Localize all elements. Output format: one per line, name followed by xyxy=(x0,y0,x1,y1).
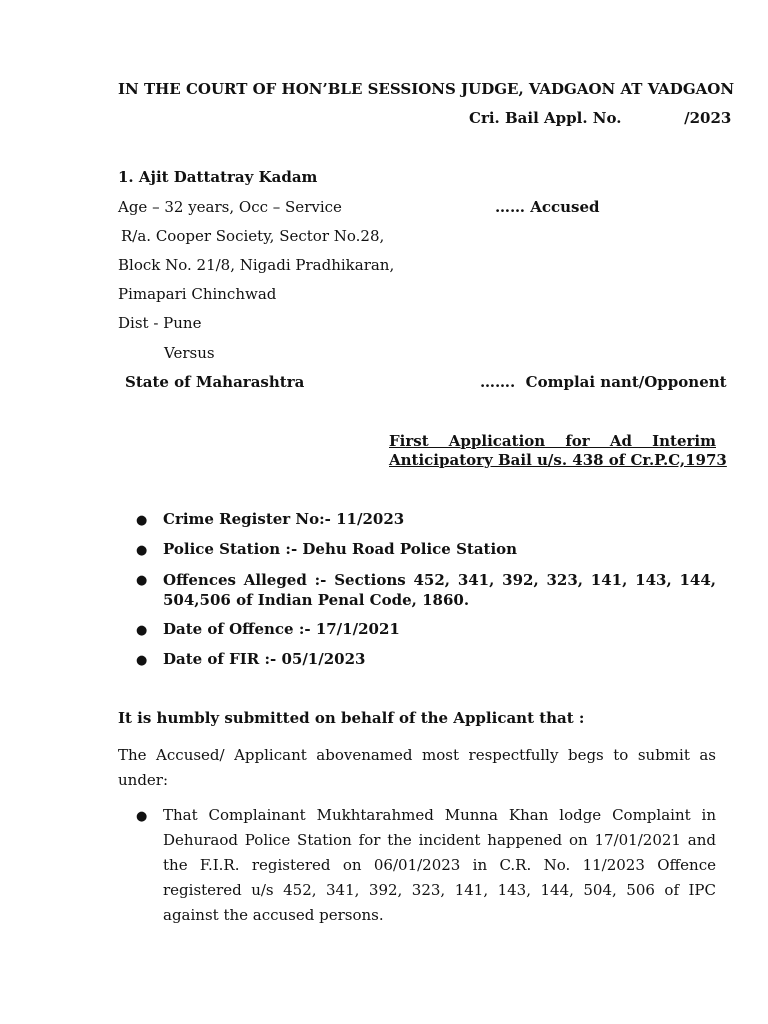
application-title-line1: First Application for Ad Interim xyxy=(389,432,716,450)
accused-address-line: R/a. Cooper Society, Sector No.28, xyxy=(121,227,385,245)
opponent-role-label: ……. Complai nant/Opponent xyxy=(480,373,727,391)
police-station-item: Police Station :- Dehu Road Police Station xyxy=(163,540,518,558)
crime-register-item: Crime Register No:- 11/2023 xyxy=(163,510,405,528)
accused-role-label: …… Accused xyxy=(495,198,600,216)
date-of-fir-item: Date of FIR :- 05/1/2023 xyxy=(163,650,366,668)
application-title-line2: Anticipatory Bail u/s. 438 of Cr.P.C,1973 xyxy=(389,451,727,469)
accused-address-line: Block No. 21/8, Nigadi Pradhikaran, xyxy=(118,256,395,274)
application-number: Cri. Bail Appl. No. /2023 xyxy=(469,109,732,127)
offences-alleged-item: Offences Alleged :- Sections 452, 341, 392, 323, 141, 143, 144, 504,506 of Indian Penal Code, 1860. xyxy=(163,571,716,609)
accused-name: 1. Ajit Dattatray Kadam xyxy=(118,168,318,186)
bullet-icon: ● xyxy=(136,653,148,668)
bullet-icon: ● xyxy=(136,623,148,638)
bullet-icon: ● xyxy=(136,809,148,824)
date-of-offence-item: Date of Offence :- 17/1/2021 xyxy=(163,620,400,638)
bullet-icon: ● xyxy=(136,543,148,558)
accused-age-occupation: Age – 32 years, Occ – Service xyxy=(118,198,342,216)
submission-heading: It is humbly submitted on behalf of the Applicant that : xyxy=(118,709,585,727)
intro-paragraph: The Accused/ Applicant abovenamed most respectfully begs to submit as under: xyxy=(118,746,716,789)
bullet-icon: ● xyxy=(136,513,148,528)
accused-address-line: Pimapari Chinchwad xyxy=(118,285,277,303)
bullet-icon: ● xyxy=(136,573,148,588)
opponent-name: State of Maharashtra xyxy=(125,373,305,391)
court-heading: IN THE COURT OF HON’BLE SESSIONS JUDGE, VADGAON AT VADGAON xyxy=(118,80,735,98)
body-point: That Complainant Mukhtarahmed Munna Khan lodge Complaint in Dehuraod Police Station for the incident happened on 17/01/2021 and the F.I.R. registered on 06/01/2023 in C.R. No. 11/2023 Offence registered u/s 452, 341, 392, 323, 141, 143, 144, 504, 506 of IPC against the accused persons. xyxy=(163,806,716,924)
versus-label: Versus xyxy=(164,344,215,362)
accused-address-line: Dist - Pune xyxy=(118,314,202,332)
